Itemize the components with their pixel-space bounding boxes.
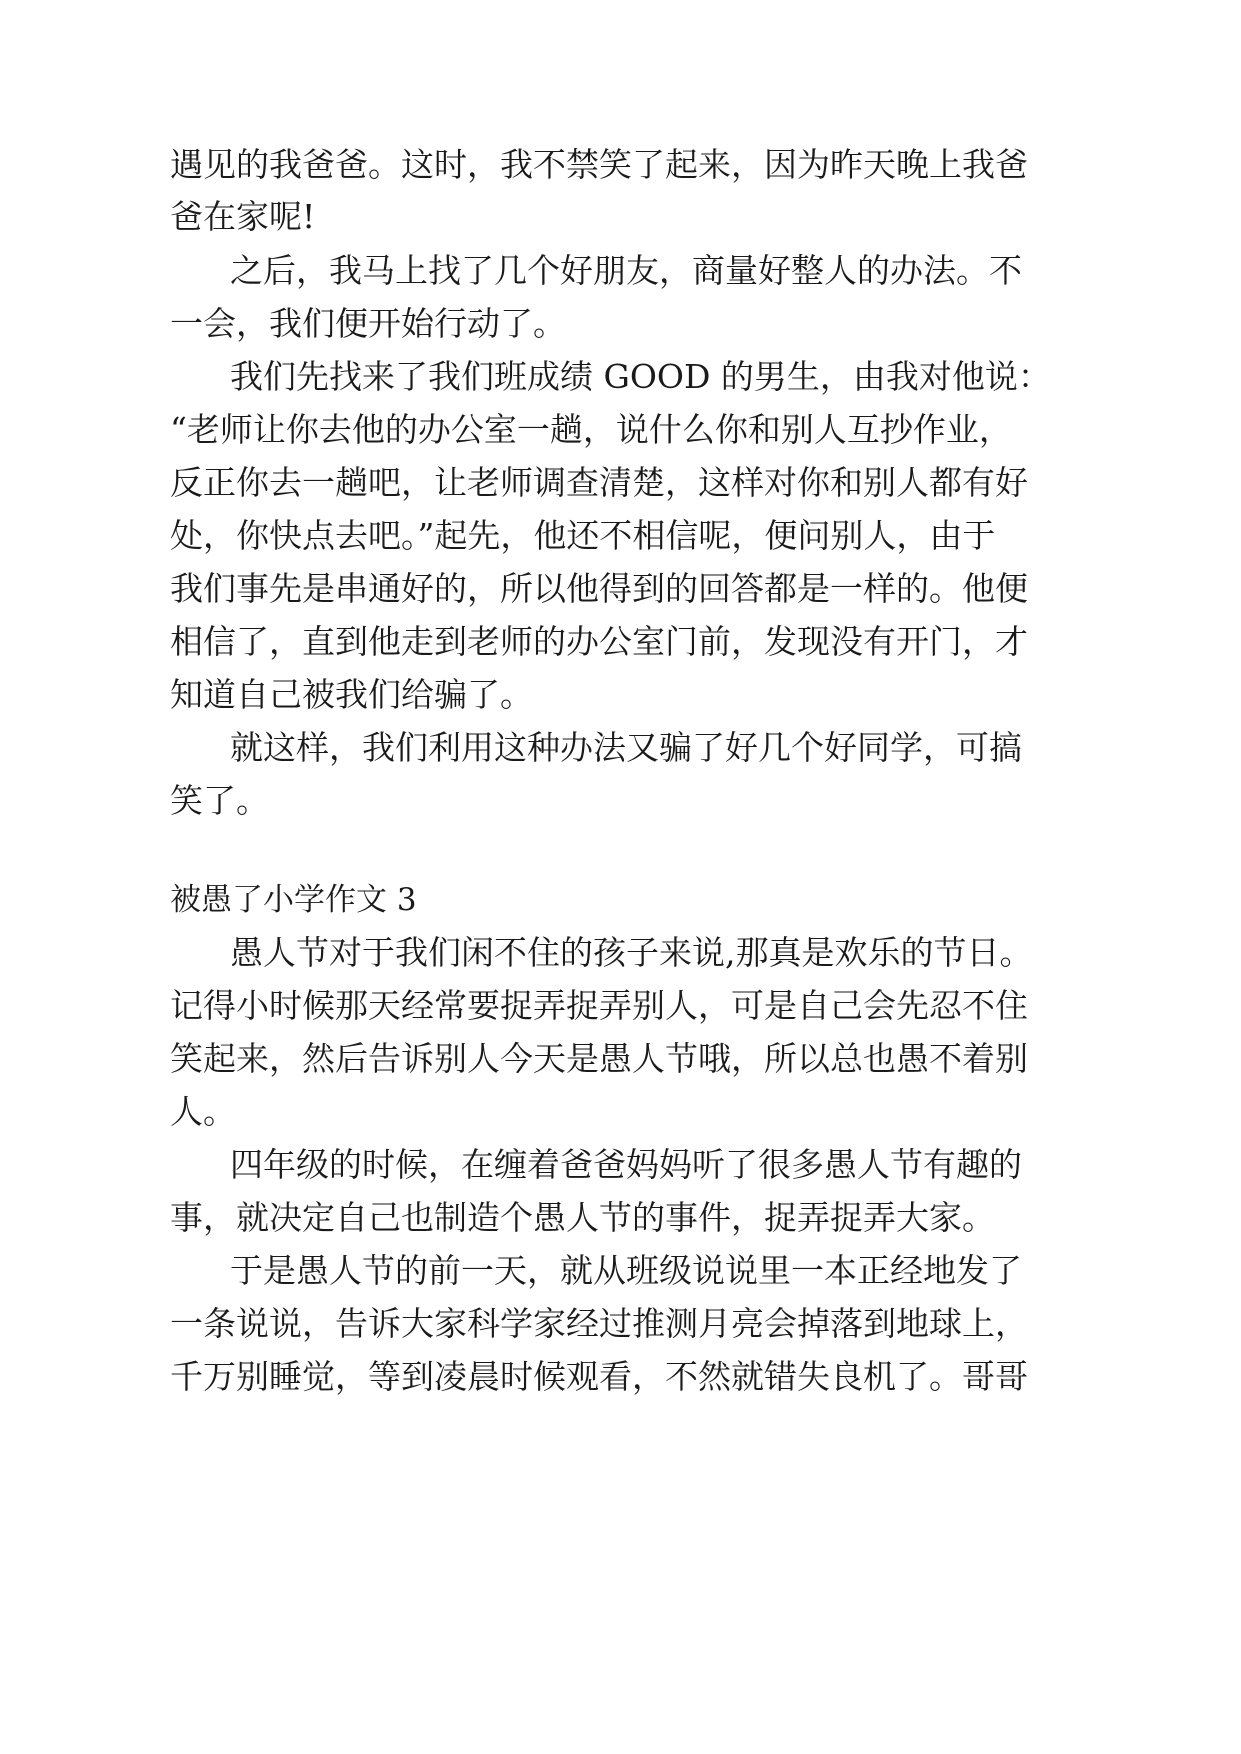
- text-line: [0, 1346, 1241, 1408]
- text-line-content: 笑了。: [170, 781, 269, 820]
- text-line-content: 爸在家呢!: [170, 197, 316, 236]
- text-line-content: 就这样，我们利用这种办法又骗了好几个好同学，可搞: [230, 728, 1022, 767]
- text-line-content: 记得小时候那天经常要捉弄捉弄别人，可是自己会先忍不住: [170, 986, 1028, 1025]
- text-line-content: 一条说说，告诉大家科学家经过推测月亮会掉落到地球上，: [170, 1304, 1028, 1343]
- text-line-content: 四年级的时候，在缠着爸爸妈妈听了很多愚人节有趣的: [230, 1145, 1022, 1184]
- text-line-content: 一会，我们便开始行动了。: [170, 304, 566, 343]
- text-line-content: 于是愚人节的前一天，就从班级说说里一本正经地发了: [230, 1251, 1022, 1290]
- text-line-content: “老师让你去他的办公室一趟，说什么你和别人互抄作业，: [170, 410, 1012, 449]
- text-line: [0, 186, 1241, 248]
- text-line-content: 相信了，直到他走到老师的办公室门前，发现没有开门，才: [170, 622, 1028, 661]
- text-line-content: 我们先找来了我们班成绩 GOOD 的男生，由我对他说：: [230, 357, 1051, 396]
- text-line-content: 千万别睡觉，等到凌晨时候观看，不然就错失良机了。哥哥: [170, 1357, 1028, 1396]
- text-line-content: 愚人节对于我们闲不住的孩子来说,那真是欢乐的节日。: [230, 933, 1033, 972]
- text-line-content: 遇见的我爸爸。这时，我不禁笑了起来，因为昨天晚上我爸: [170, 145, 1028, 184]
- text-line-content: 反正你去一趟吧，让老师调查清楚，这样对你和别人都有好: [170, 463, 1028, 502]
- text-line-content: 处，你快点去吧。”起先，他还不相信呢，便问别人，由于: [170, 516, 996, 555]
- text-line-content: 人。: [170, 1092, 236, 1131]
- section-title-text: 被愚了小学作文 3: [170, 882, 417, 918]
- text-line-content: 之后，我马上找了几个好朋友，商量好整人的办法。不: [230, 251, 1022, 290]
- text-line-content: 笑起来，然后告诉别人今天是愚人节哦，所以总也愚不着别: [170, 1039, 1028, 1078]
- text-line-content: 知道自己被我们给骗了。: [170, 675, 533, 714]
- text-line-content: 事，就决定自己也制造个愚人节的事件，捉弄捉弄大家。: [170, 1198, 995, 1237]
- text-line-content: 我们事先是串通好的，所以他得到的回答都是一样的。他便: [170, 569, 1028, 608]
- text-line: [0, 770, 1241, 832]
